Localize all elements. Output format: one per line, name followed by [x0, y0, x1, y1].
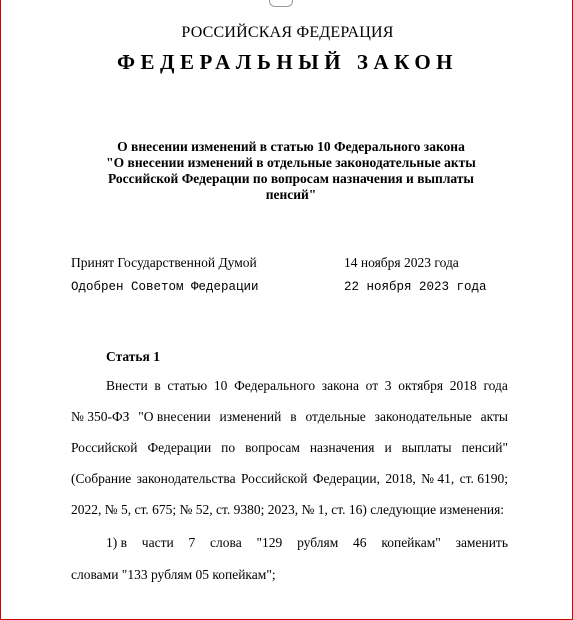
word: статью: [167, 378, 208, 393]
word: Федерального: [234, 378, 316, 393]
article-item-1-line-1: [106, 535, 508, 551]
word: (Собрание: [71, 471, 132, 486]
word: 10: [213, 378, 228, 393]
article-paragraph-line-4: [71, 471, 508, 487]
council-approval-date: 22 ноября 2023 года: [344, 280, 487, 294]
article-item-1-line-2: словами "133 рублям 05 копейкам";: [71, 567, 276, 582]
word: в: [290, 409, 297, 424]
word: 2018,: [385, 471, 416, 486]
word: 46: [353, 535, 367, 550]
word: 7: [188, 535, 196, 550]
law-title-line-2: "О внесении изменений в отдельные законодательные акты: [106, 155, 476, 170]
article-heading: Статья 1: [106, 349, 160, 364]
duma-adoption-date: 14 ноября 2023 года: [344, 255, 459, 270]
word: № 350-ФЗ: [71, 409, 130, 424]
word: ст. 6190;: [459, 471, 508, 486]
word: в: [154, 378, 161, 393]
article-paragraph-line-5: 2022, № 5, ст. 675; № 52, ст. 9380; 2023, № 1, ст. 16) следующие изменения:: [71, 502, 505, 517]
word: по: [221, 440, 236, 455]
article-paragraph-line-2: [71, 409, 508, 425]
word: года: [483, 378, 508, 393]
word: законодательные: [374, 409, 472, 424]
country-heading: РОССИЙСКАЯ ФЕДЕРАЦИЯ: [181, 24, 394, 41]
council-approval-label: Одобрен Советом Федерации: [71, 280, 259, 294]
word: 2018: [449, 378, 477, 393]
word: слова: [210, 535, 242, 550]
word: заменить: [455, 535, 508, 550]
word: назначения: [309, 440, 375, 455]
word: пенсий": [461, 440, 508, 455]
word: изменений: [219, 409, 282, 424]
word: "О внесении: [138, 409, 211, 424]
word: копейкам": [381, 535, 441, 550]
article-paragraph-line-1: [106, 378, 508, 394]
word: вопросам: [245, 440, 300, 455]
word: выплаты: [401, 440, 452, 455]
word: 3: [384, 378, 392, 393]
word: части: [141, 535, 174, 550]
word: № 41,: [421, 471, 455, 486]
word: и: [384, 440, 392, 455]
word: 1) в: [106, 535, 127, 550]
word: Внести: [106, 378, 148, 393]
word: октября: [398, 378, 444, 393]
word: закона: [321, 378, 359, 393]
word: Российской: [240, 471, 308, 486]
word: отдельные: [305, 409, 366, 424]
word: акты: [480, 409, 508, 424]
word: "129: [256, 535, 283, 550]
word: Федерации,: [312, 471, 380, 486]
word: рублям: [297, 535, 339, 550]
page-top-tab-marker: [269, 0, 293, 7]
duma-adoption-label: Принят Государственной Думой: [71, 255, 257, 270]
law-title-line-4: пенсий": [265, 187, 317, 202]
document-type-heading: ФЕДЕРАЛЬНЫЙ ЗАКОН: [117, 50, 458, 74]
word: от: [365, 378, 379, 393]
word: законодательства: [136, 471, 236, 486]
law-title-line-1: О внесении изменений в статью 10 Федерального закона: [117, 139, 465, 154]
law-title: [71, 139, 511, 203]
word: Федерации: [147, 440, 212, 455]
law-title-line-3: Российской Федерации по вопросам назначения и выплаты: [108, 171, 474, 186]
article-paragraph-line-3: [71, 440, 508, 456]
word: Российской: [71, 440, 138, 455]
